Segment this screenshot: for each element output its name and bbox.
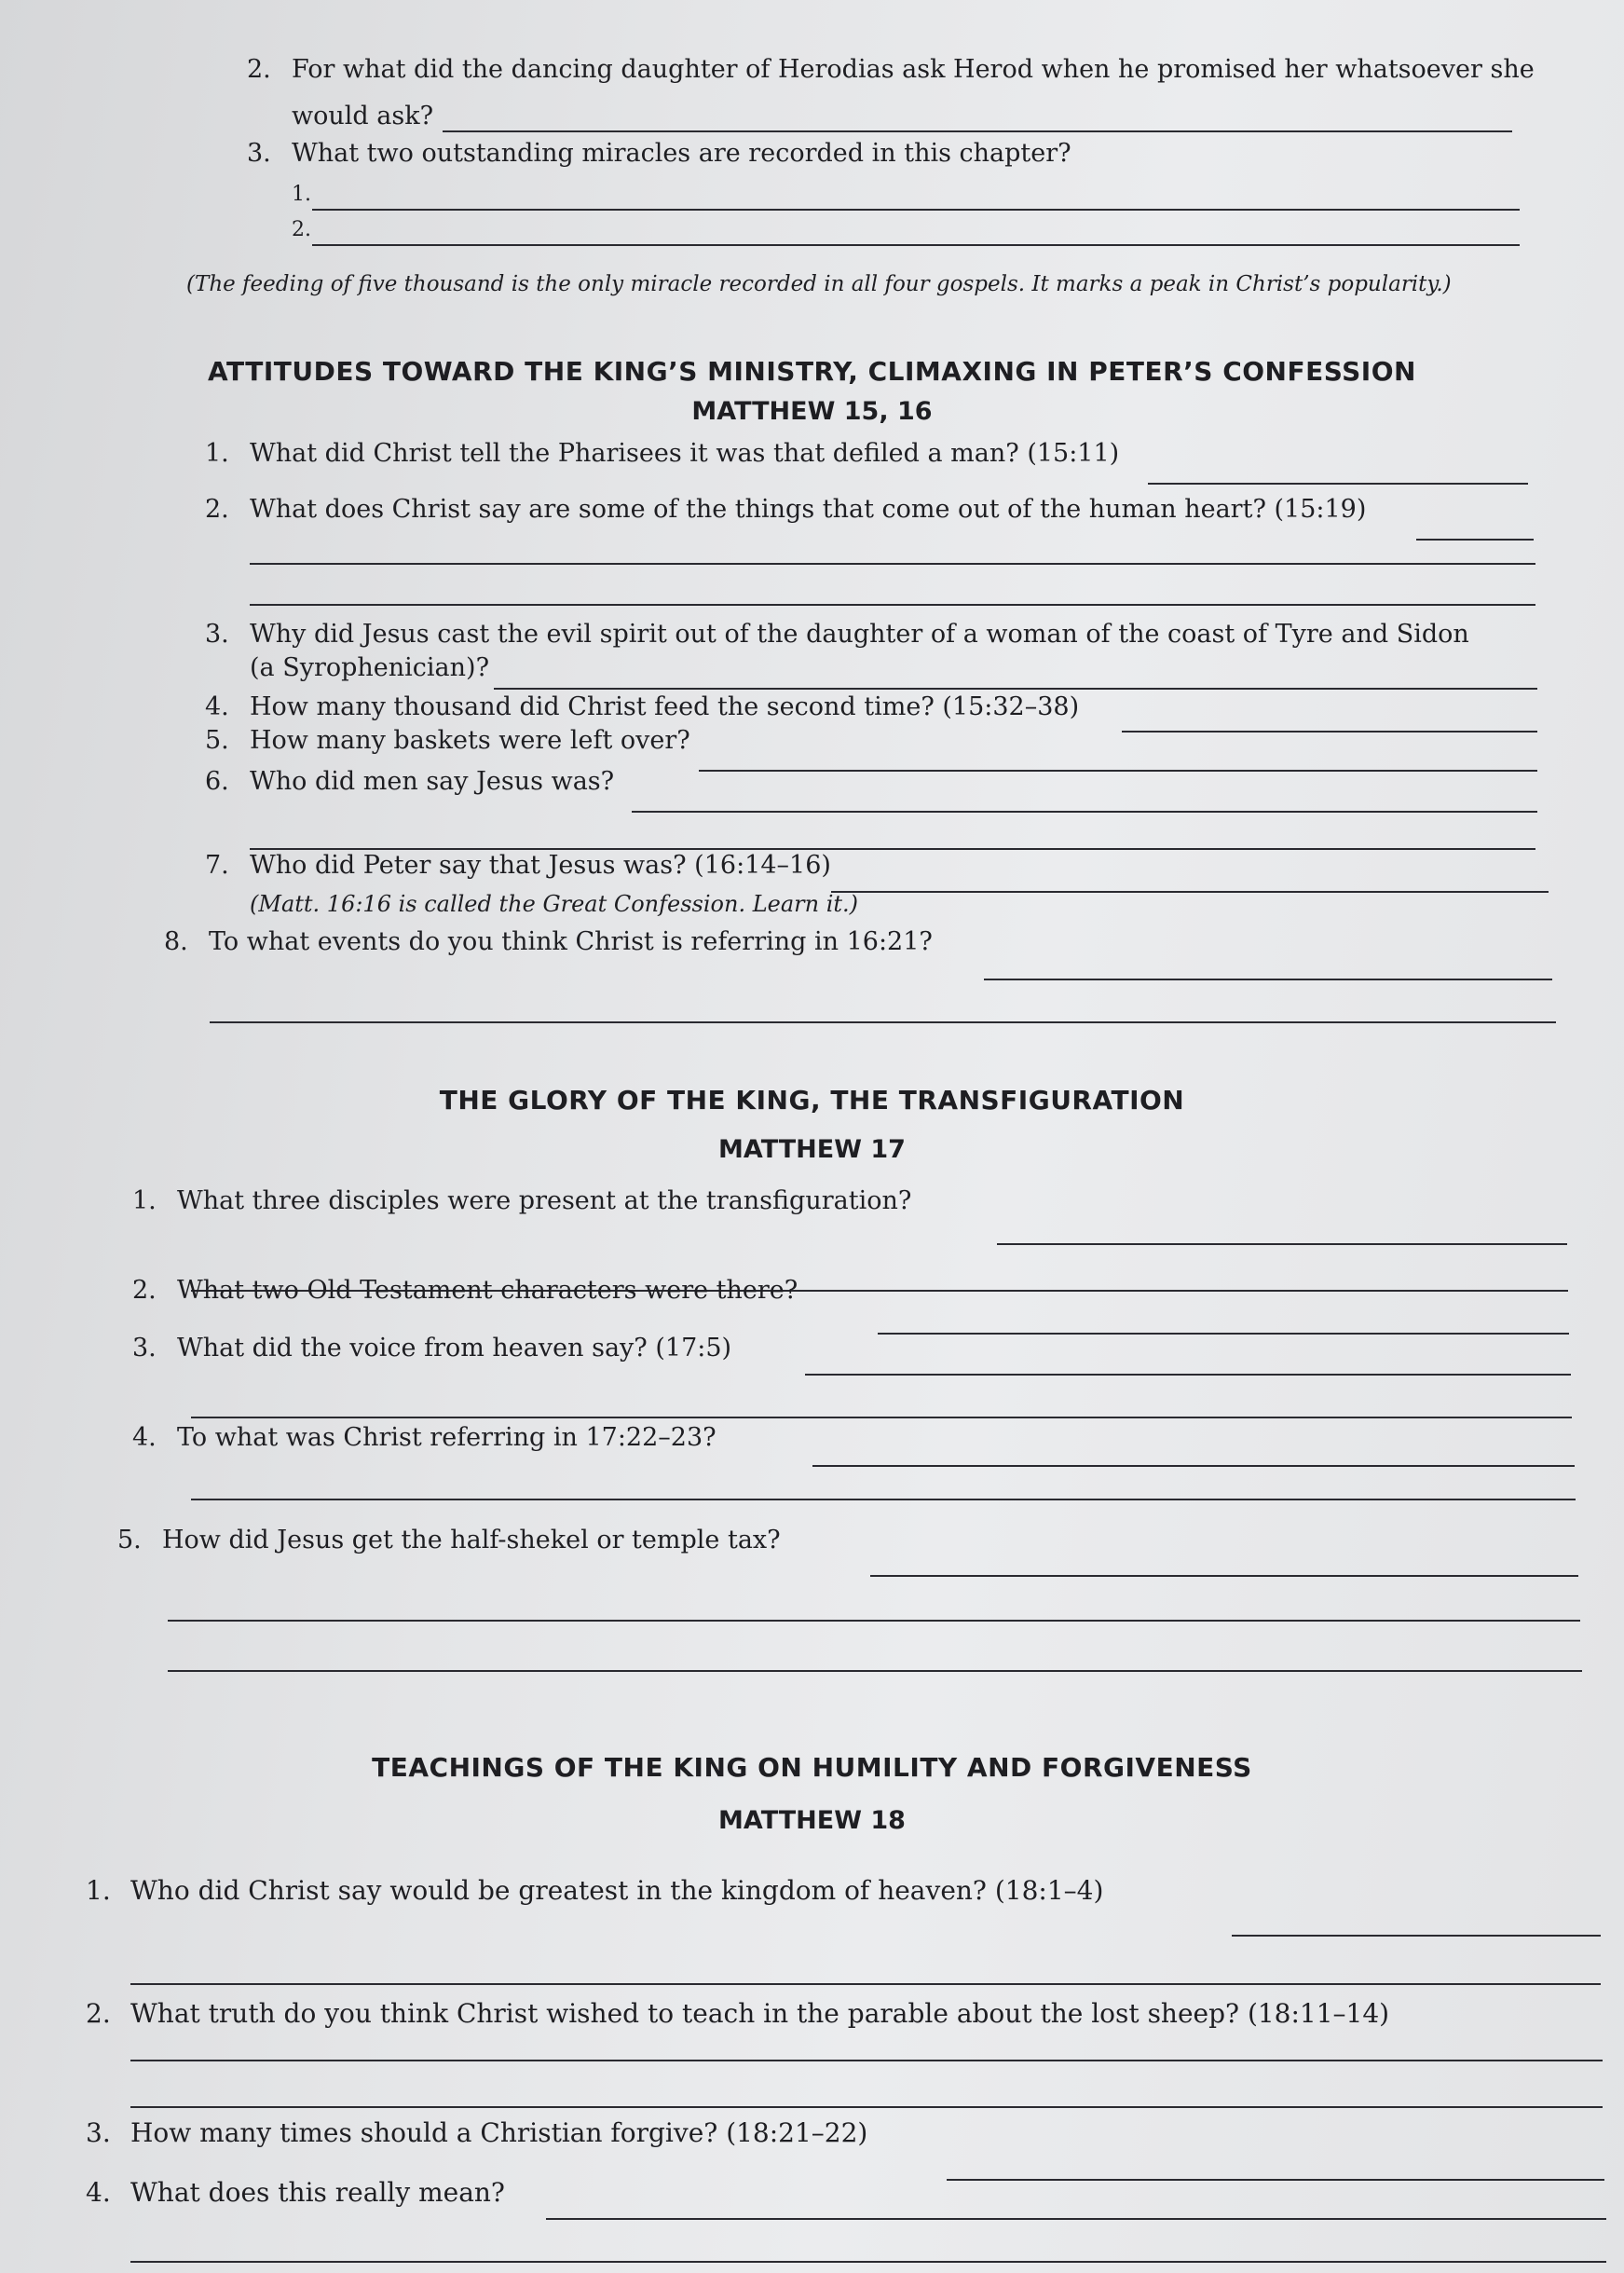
intro-note: (The feeding of five thousand is the only miracle recorded in all four gospels. It marks a peak in Christ’s popularity.) [186,272,1452,296]
answer-line[interactable] [1232,1935,1601,1937]
answer-line[interactable] [831,891,1549,893]
question-s3-3: 3. How many times should a Christian forgive? (18:21–22) [86,2117,868,2148]
answer-line[interactable] [130,1983,1601,1985]
question-s1-6: 6. Who did men say Jesus was? [205,767,615,796]
sub-item-2: 2. [292,218,311,241]
section-chapter: MATTHEW 17 [718,1135,906,1164]
question-s1-1: 1. What did Christ tell the Pharisees it was that defiled a man? (15:11) [205,439,1120,468]
question-number: 3. [247,139,271,168]
answer-line[interactable] [1148,483,1528,485]
question-intro-2-cont: would ask? [292,102,434,130]
question-s3-2: 2. What truth do you think Christ wished to teach in the parable about the lost sheep? (18:11–14) [86,1998,1390,2029]
answer-line[interactable] [632,811,1537,813]
answer-line[interactable] [191,1499,1576,1500]
answer-line[interactable] [494,688,1537,690]
section-chapter: MATTHEW 15, 16 [691,397,933,426]
answer-line[interactable] [130,2261,1606,2263]
question-s2-2: 2. What two Old Testament characters were there? [132,1276,798,1305]
question-text: What two outstanding miracles are recorded in this chapter? [292,139,1071,168]
answer-line[interactable] [210,1021,1556,1023]
question-text: For what did the dancing daughter of Herodias ask Herod when he promised her whatsoever she [292,55,1535,84]
section-title: TEACHINGS OF THE KING ON HUMILITY AND FORGIVENESS [372,1752,1252,1783]
section1-note: (Matt. 16:16 is called the Great Confession. Learn it.) [250,891,859,917]
question-s2-4: 4. To what was Christ referring in 17:22–23? [132,1423,716,1452]
question-s1-5: 5. How many baskets were left over? [205,726,690,755]
answer-line[interactable] [947,2179,1604,2181]
question-s1-7: 7. Who did Peter say that Jesus was? (16:14–16) [205,851,831,880]
answer-line[interactable] [699,770,1537,772]
section-chapter: MATTHEW 18 [718,1806,906,1835]
question-s1-3: 3. Why did Jesus cast the evil spirit out of the daughter of a woman of the coast of Tyre and Sidon [205,620,1469,649]
answer-line[interactable] [1122,731,1537,733]
sub-item-1: 1. [292,183,311,206]
question-s1-2: 2. What does Christ say are some of the things that come out of the human heart? (15:19) [205,495,1367,524]
question-s3-1: 1. Who did Christ say would be greatest in the kingdom of heaven? (18:1–4) [86,1875,1104,1906]
answer-line[interactable] [312,209,1520,211]
answer-line[interactable] [984,979,1552,980]
answer-line[interactable] [546,2218,1606,2220]
answer-line[interactable] [130,2106,1603,2108]
answer-line[interactable] [312,244,1520,246]
question-s3-4: 4. What does this really mean? [86,2177,505,2208]
answer-line[interactable] [130,2060,1603,2061]
answer-line[interactable] [805,1374,1571,1376]
section-title: THE GLORY OF THE KING, THE TRANSFIGURATION [439,1085,1185,1116]
question-intro-3 [247,138,1071,170]
answer-line[interactable] [997,1243,1567,1245]
question-s1-4: 4. How many thousand did Christ feed the second time? (15:32–38) [205,692,1080,721]
answer-line[interactable] [1416,539,1534,541]
question-s2-1: 1. What three disciples were present at the transfiguration? [132,1186,912,1215]
answer-line[interactable] [443,130,1512,132]
answer-line[interactable] [250,604,1535,606]
question-s1-8: 8. To what events do you think Christ is referring in 16:21? [164,927,933,956]
question-intro-2 [247,54,1535,86]
answer-line[interactable] [191,1417,1572,1418]
answer-line[interactable] [878,1333,1569,1335]
answer-line[interactable] [168,1670,1582,1672]
question-s2-5: 5. How did Jesus get the half-shekel or temple tax? [117,1526,781,1554]
question-s1-3-cont: (a Syrophenician)? [250,653,490,682]
section-title: ATTITUDES TOWARD THE KING’S MINISTRY, CLIMAXING IN PETER’S CONFESSION [208,356,1416,387]
answer-line[interactable] [168,1620,1580,1622]
answer-line[interactable] [250,563,1535,565]
answer-line[interactable] [812,1465,1575,1467]
answer-line[interactable] [870,1575,1578,1577]
question-s2-3: 3. What did the voice from heaven say? (17:5) [132,1334,732,1362]
question-number: 2. [247,55,271,84]
